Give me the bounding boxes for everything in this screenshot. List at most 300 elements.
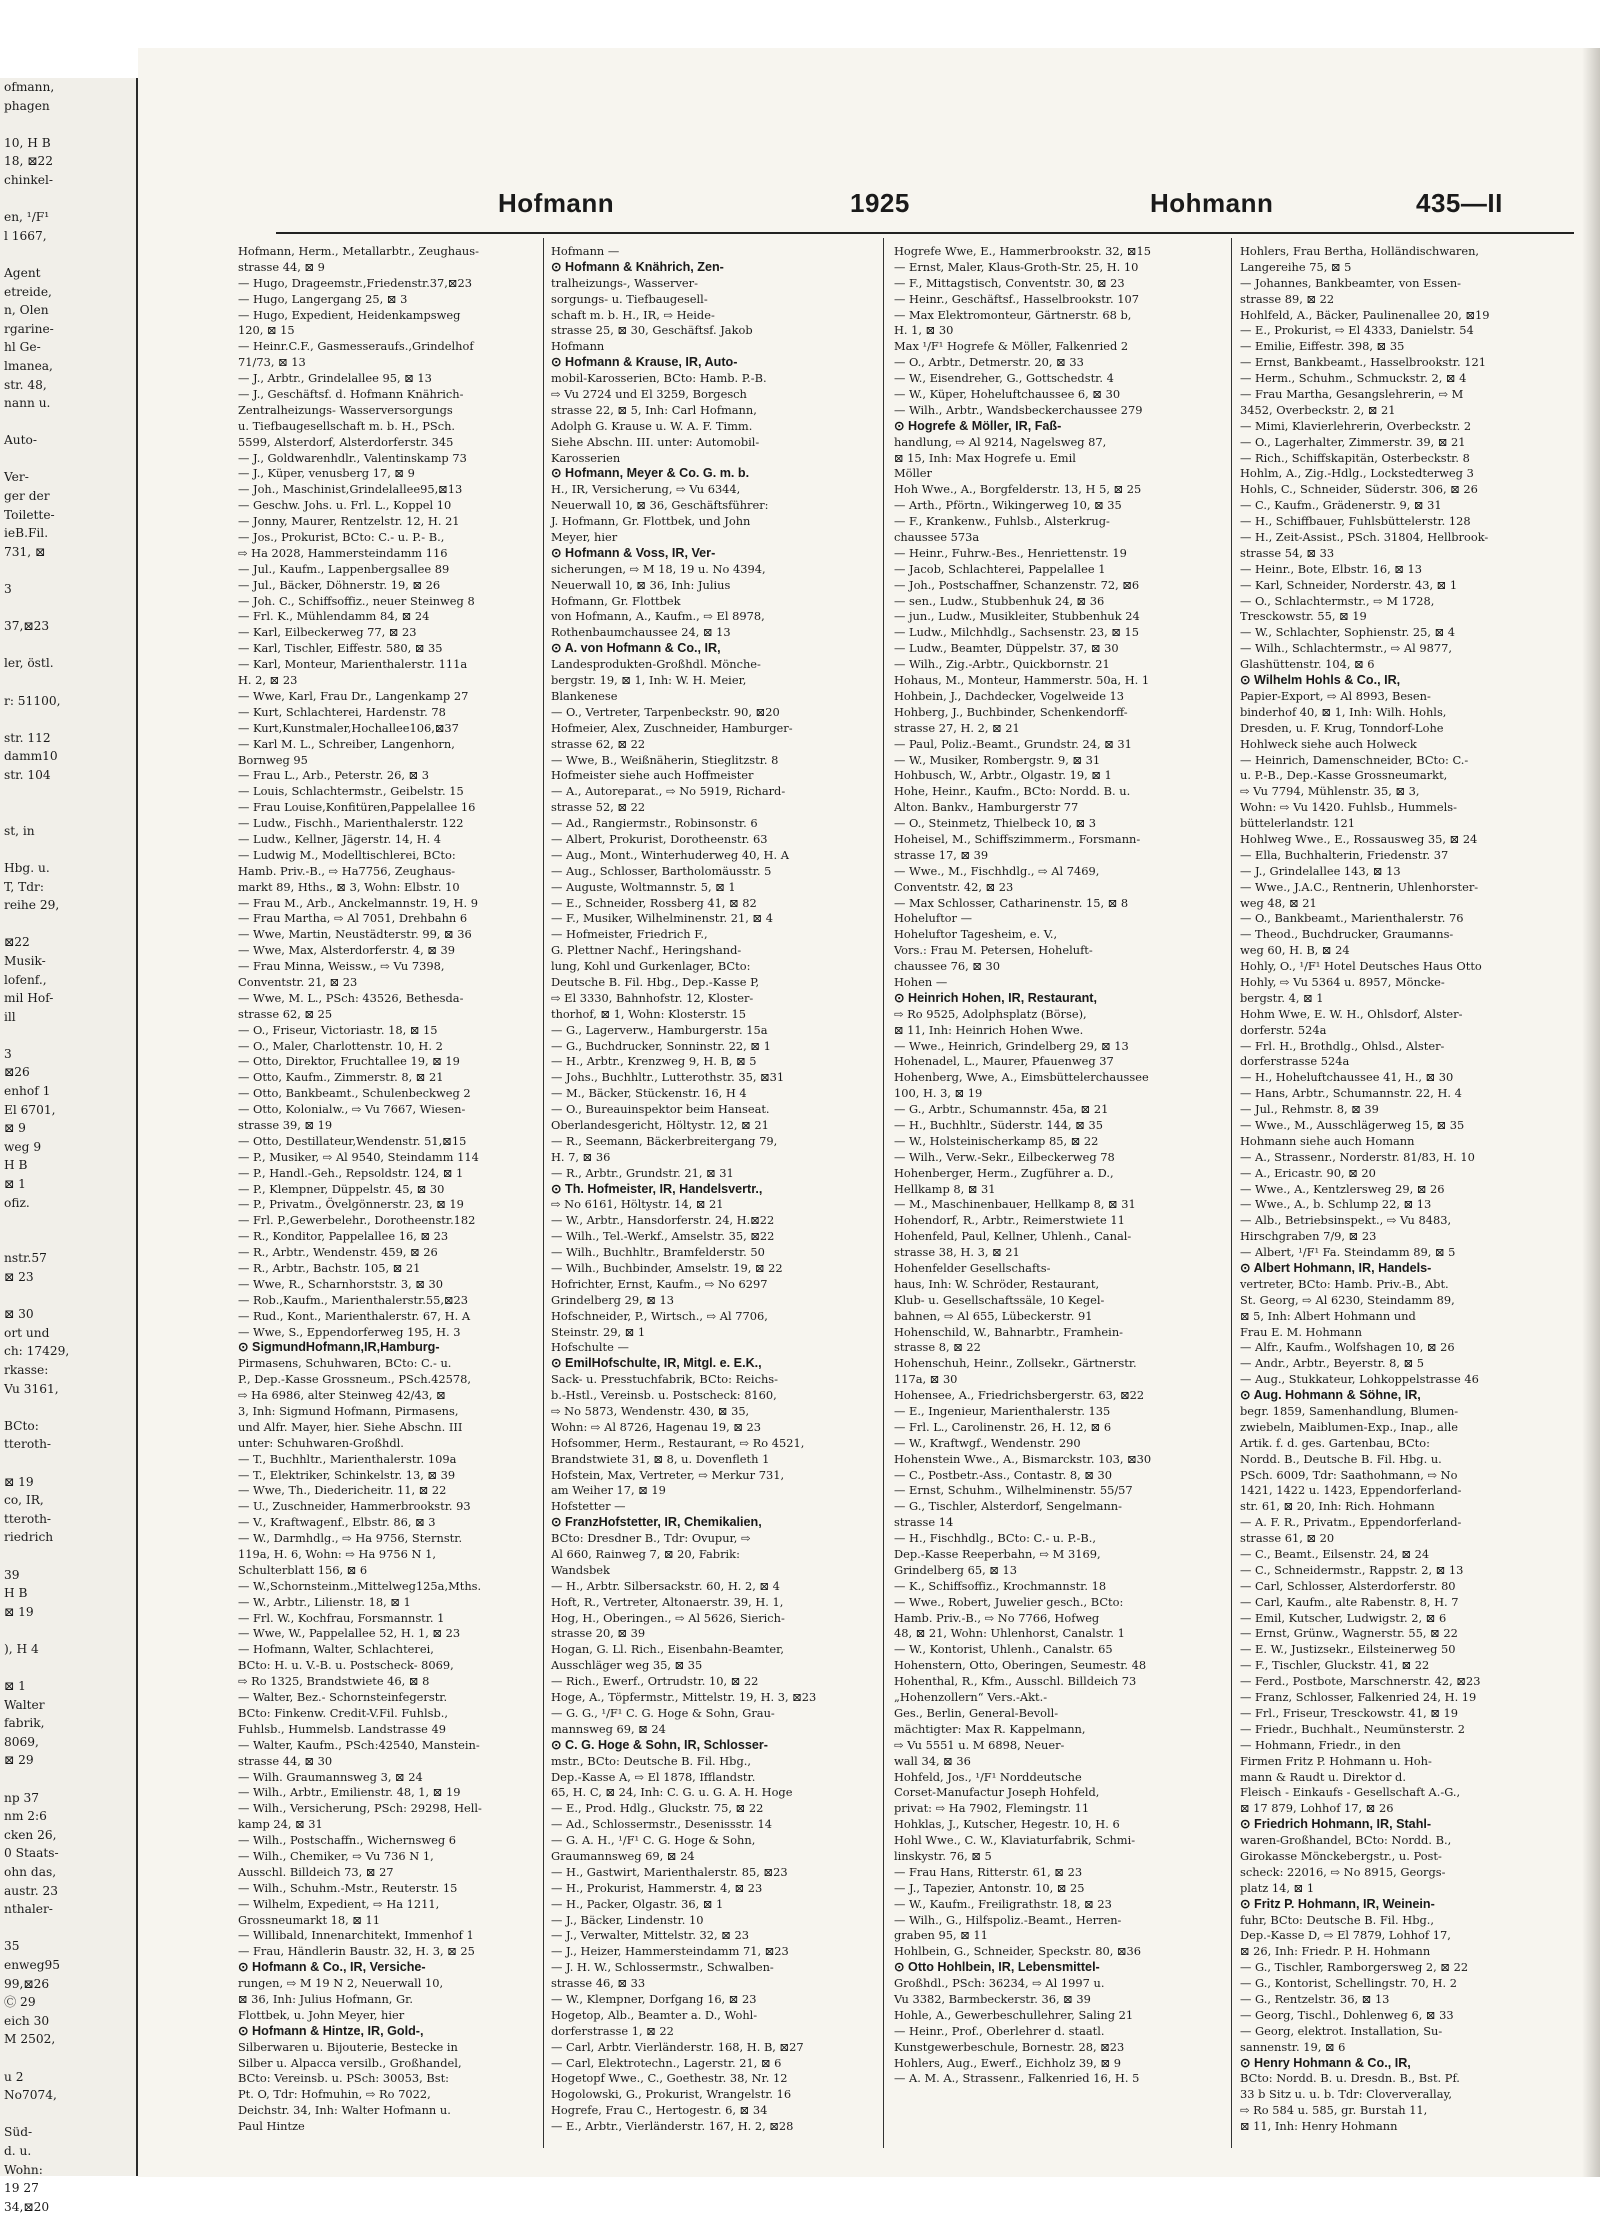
directory-entry-line: Hamb. Priv.-B., ⇨ Ha7756, Zeughaus- (238, 863, 456, 878)
directory-entry-line: Dep.-Kasse Reeperbahn, ⇨ M 3169, (894, 1547, 1101, 1562)
strip-fragment: ofiz. (4, 1195, 30, 1210)
directory-entry-line: — sen., Ludw., Stubbenhuk 24, ⊠ 36 (894, 593, 1105, 608)
directory-entry-line: Vors.: Frau M. Petersen, Hoheluft- (894, 943, 1093, 958)
directory-entry-line: BCto: Vereinsb. u. PSch: 30053, Bst: (238, 2071, 449, 2086)
directory-entry-line: Grossneumarkt 18, ⊠ 11 (238, 1912, 381, 1927)
directory-entry-line: sicherungen, ⇨ M 18, 19 u. No 4394, (551, 561, 766, 576)
directory-entry-line: ⇨ Vu 7794, Mühlenstr. 35, ⊠ 3, (1240, 784, 1420, 799)
directory-entry-line: — Emil, Kutscher, Ludwigstr. 2, ⊠ 6 (1240, 1610, 1447, 1625)
strip-fragment: rkasse: (4, 1362, 49, 1377)
directory-entry-line: — Carl, Schlosser, Alsterdorferstr. 80 (1240, 1578, 1456, 1593)
directory-entry-line: ⊙ Hogrefe & Möller, IR, Faß- (894, 418, 1062, 433)
directory-entry-line: ⊙ Hofmann, Meyer & Co. G. m. b. (551, 466, 750, 481)
directory-entry-line: — Carl, Elektrotechn., Lagerstr. 21, ⊠ 6 (551, 2055, 782, 2070)
directory-entry-line: — H., Hoheluftchaussee 41, H., ⊠ 30 (1240, 1070, 1454, 1085)
directory-entry-line: — Rich., Ewerf., Ortrudstr. 10, ⊠ 22 (551, 1674, 759, 1689)
directory-entry-line: Fleisch - Einkaufs - Gesellschaft A.-G., (1240, 1785, 1461, 1800)
directory-entry-line: — E., Schneider, Rossberg 41, ⊠ 82 (551, 895, 757, 910)
directory-entry-line: Brandstwiete 31, ⊠ 8, u. Dovenfleth 1 (551, 1451, 770, 1466)
directory-entry-line: strasse 89, ⊠ 22 (1240, 291, 1335, 306)
directory-entry-line: — H., Buchhltr., Süderstr. 144, ⊠ 35 (894, 1117, 1103, 1132)
strip-fragment: nthaler- (4, 1902, 53, 1917)
directory-entry-line: — Ferd., Postbote, Marschnerstr. 42, ⊠23 (1240, 1674, 1481, 1689)
directory-entry-line: — Walter, Kaufm., PSch:42540, Manstein- (238, 1737, 480, 1752)
strip-fragment (0, 636, 136, 655)
directory-entry-line: — Frau, Händlerin Baustr. 32, H. 3, ⊠ 25 (238, 1944, 475, 1959)
directory-entry-line: — O., Schlachtermstr., ⇨ M 1728, (1240, 593, 1435, 608)
strip-fragment: mil Hof- (4, 991, 54, 1006)
directory-entry-line: — Joh., Maschinist,Grindelallee95,⊠13 (238, 482, 463, 497)
directory-entry-line: — Joh. C., Schiffsoffiz., neuer Steinweg 8 (238, 593, 475, 608)
directory-entry-line: Fuhlsb., Hummelsb. Landstrasse 49 (238, 1721, 447, 1736)
directory-entry-line: ⇨ Vu 2724 und El 3259, Borgesch (551, 387, 747, 402)
directory-entry-line: — G., Tischler, Alsterdorf, Sengelmann- (894, 1499, 1122, 1514)
strip-fragment: El 6701, (4, 1102, 56, 1117)
strip-fragment: ⊠22 (4, 935, 30, 950)
strip-fragment (0, 1621, 136, 1640)
directory-entry-line: — W., Küper, Hoheluftchaussee 6, ⊠ 30 (894, 387, 1121, 402)
header-rule (276, 232, 1574, 234)
directory-entry-line: strasse 44, ⊠ 30 (238, 1753, 333, 1768)
strip-fragment: l 1667, (4, 228, 47, 243)
directory-entry-line: ⊙ Hofmann & Co., IR, Versiche- (238, 1960, 426, 1975)
strip-fragment: ⊠26 (4, 1065, 30, 1080)
directory-entry-line: — W., Klempner, Dorfgang 16, ⊠ 23 (551, 1991, 757, 2006)
previous-page-strip (0, 78, 138, 2214)
directory-entry-line: Oberlandesgericht, Höltystr. 12, ⊠ 21 (551, 1117, 769, 1132)
strip-fragment: np 37 (4, 1790, 40, 1805)
directory-entry-line: — G., Tischler, Ramborgersweg 2, ⊠ 22 (1240, 1960, 1469, 1975)
directory-entry-line: Hofstein, Max, Vertreter, ⇨ Merkur 731, (551, 1467, 785, 1482)
directory-entry-line: chaussee 573a (894, 530, 980, 545)
strip-fragment: Ver- (4, 470, 29, 485)
directory-entry-line: — Carl, Arbtr. Vierländerstr. 168, H. B, ⊠27 (551, 2039, 804, 2054)
directory-entry-line: — H., Arbtr. Silbersackstr. 60, H. 2, ⊠ 4 (551, 1578, 780, 1593)
directory-entry-line: — A., Strassenr., Norderstr. 81/83, H. 10 (1240, 1149, 1475, 1164)
strip-fragment: Hbg. u. (4, 860, 50, 875)
directory-entry-line: tralheizungs-, Wasserver- (551, 275, 698, 290)
directory-entry-line: Hohenschild, W., Bahnarbtr., Framhein- (894, 1324, 1124, 1339)
directory-entry-line: — Heinr., Prof., Oberlehrer d. staatl. (894, 2023, 1105, 2038)
directory-entry-line: Kunstgewerbeschule, Bornestr. 28, ⊠23 (894, 2039, 1125, 2054)
directory-entry-line: Flottbek, u. John Meyer, hier (238, 2007, 405, 2022)
directory-entry-line: lung, Kohl und Gurkenlager, BCto: (551, 959, 751, 974)
directory-entry-line: — Hohmann, Friedr., in den (1240, 1737, 1401, 1752)
directory-entry-line: — O., Bureauinspektor beim Hanseat. (551, 1102, 770, 1117)
strip-fragment (0, 599, 136, 618)
directory-entry-line: — Frau Hans, Ritterstr. 61, ⊠ 23 (894, 1864, 1083, 1879)
directory-entry-line: — Rob.,Kaufm., Marienthalerstr.55,⊠23 (238, 1292, 469, 1307)
directory-entry-line: Hohenadel, L., Maurer, Pfauenweg 37 (894, 1054, 1114, 1069)
directory-entry-line: — A. M. A., Strassenr., Falkenried 16, H. 5 (894, 2071, 1140, 2086)
directory-entry-line: ⇨ Ro 9525, Adolphsplatz (Börse), (894, 1006, 1087, 1021)
page-number: 435—II (1416, 188, 1503, 218)
directory-entry-line: — T., Elektriker, Schinkelstr. 13, ⊠ 39 (238, 1467, 456, 1482)
directory-entry-line: Hogan, G. Ll. Rich., Eisenbahn-Beamter, (551, 1642, 784, 1657)
directory-entry-line: — J., Bäcker, Lindenstr. 10 (551, 1912, 704, 1927)
strip-fragment: Vu 3161, (4, 1381, 59, 1396)
directory-entry-line: — Ella, Buchhalterin, Friedenstr. 37 (1240, 847, 1449, 862)
strip-fragment: ⊠ 1 (4, 1679, 26, 1694)
directory-entry-line: Hofschulte — (551, 1340, 629, 1355)
directory-entry-line: — Franz, Schlosser, Falkenried 24, H. 19 (1240, 1690, 1477, 1705)
directory-entry-line: — G., Kontorist, Schellingstr. 70, H. 2 (1240, 1976, 1457, 1991)
directory-entry-line: von Hofmann, A., Kaufm., ⇨ El 8978, (551, 609, 765, 624)
directory-entry-line: strasse 46, ⊠ 33 (551, 1976, 646, 1991)
strip-fragment: co, IR, (4, 1493, 44, 1508)
strip-fragment: Walter (4, 1697, 45, 1712)
directory-entry-line: Hohlers, Aug., Ewerf., Eichholz 39, ⊠ 9 (894, 2055, 1121, 2070)
directory-entry-line: — Hugo, Expedient, Heidenkampsweg (238, 307, 461, 322)
directory-entry-line: — Georg, Tischl., Dohlenweg 6, ⊠ 33 (1240, 2007, 1454, 2022)
directory-entry-line: — Wwe, Martin, Neustädterstr. 99, ⊠ 36 (238, 927, 472, 942)
strip-fragment: str. 112 (4, 730, 51, 745)
strip-fragment: enhof 1 (4, 1084, 51, 1099)
directory-entry-line: 33 b Sitz u. u. b. Tdr: Cloververallay, (1240, 2087, 1453, 2102)
directory-entry-line: — Andr., Arbtr., Beyerstr. 8, ⊠ 5 (1240, 1356, 1425, 1371)
directory-entry-line: Hellkamp 8, ⊠ 31 (894, 1181, 996, 1196)
directory-entry-line: — Alfr., Kaufm., Wolfshagen 10, ⊠ 26 (1240, 1340, 1455, 1355)
directory-entry-line: handlung, ⇨ Al 9214, Nagelsweg 87, (894, 434, 1107, 449)
directory-entry-line: str. 61, ⊠ 20, Inh: Rich. Hohmann (1240, 1499, 1435, 1514)
directory-entry-line: Conventstr. 21, ⊠ 23 (238, 974, 358, 989)
directory-entry-line: ⇨ Ha 2028, Hammersteindamm 116 (238, 545, 448, 560)
directory-entry-line: 117a, ⊠ 30 (894, 1372, 958, 1387)
directory-entry-line: 100, H. 3, ⊠ 19 (894, 1086, 983, 1101)
header-year: 1925 (850, 188, 910, 218)
directory-entry-line: — Wilh., Verw.-Sekr., Eilbeckerweg 78 (894, 1149, 1115, 1164)
strip-fragment: ler, östl. (4, 656, 54, 671)
directory-entry-line: — W., Holsteinischerkamp 85, ⊠ 22 (894, 1133, 1099, 1148)
directory-entry-line: — Wilh., G., Hilfspoliz.-Beamt., Herren- (894, 1912, 1122, 1927)
strip-fragment: reihe 29, (4, 898, 60, 913)
directory-entry-line: ⊙ FranzHofstetter, IR, Chemikalien, (551, 1515, 762, 1530)
directory-column-1 (238, 244, 532, 2144)
strip-fragment: 10, H B (4, 135, 51, 150)
directory-entry-line: — Hugo, Drageemstr.,Friedenstr.37,⊠23 (238, 275, 472, 290)
directory-entry-line: strasse 39, ⊠ 19 (238, 1117, 333, 1132)
directory-entry-line: — Alb., Betriebsinspekt., ⇨ Vu 8483, (1240, 1213, 1452, 1228)
directory-entry-line: — Wwe., Robert, Juwelier gesch., BCto: (894, 1594, 1124, 1609)
directory-entry-line: Hofmann (551, 339, 605, 354)
directory-entry-line: Hohenberg, Wwe, A., Eimsbüttelerchaussee (894, 1070, 1149, 1085)
directory-entry-line: Tresckowstr. 55, ⊠ 19 (1240, 609, 1367, 624)
directory-entry-line: — Wilhelm, Expedient, ⇨ Ha 1211, (238, 1896, 440, 1911)
strip-fragment: 8069, (4, 1734, 39, 1749)
directory-entry-line: zwiebeln, Maiblumen-Exp., Inap., alle (1240, 1419, 1458, 1434)
strip-fragment (0, 915, 136, 934)
directory-entry-line: — Wwe, W., Pappelallee 52, H. 1, ⊠ 23 (238, 1626, 461, 1641)
directory-entry-line: — J., Grindelallee 143, ⊠ 13 (1240, 863, 1401, 878)
directory-entry-line: — W., Kontorist, Uhlenh., Canalstr. 65 (894, 1642, 1113, 1657)
directory-entry-line: — E., Prod. Hdlg., Gluckstr. 75, ⊠ 22 (551, 1801, 764, 1816)
strip-fragment: n, Olen (4, 303, 49, 318)
directory-entry-line: — Ludw., Kellner, Jägerstr. 14, H. 4 (238, 831, 442, 846)
directory-entry-line: Hohenfelder Gesellschafts- (894, 1261, 1051, 1275)
directory-entry-line: — Auguste, Woltmannstr. 5, ⊠ 1 (551, 879, 736, 894)
directory-entry-line: Deichstr. 34, Inh: Walter Hofmann u. (238, 2103, 451, 2118)
directory-entry-line: ⇨ Ha 6986, alter Steinweg 42/43, ⊠ (238, 1388, 446, 1403)
directory-entry-line: — Wwe, B., Weißnäherin, Stieglitzstr. 8 (551, 752, 779, 767)
directory-entry-line: Wohn: ⇨ Al 8726, Hagenau 19, ⊠ 23 (551, 1419, 762, 1434)
directory-entry-line: — Ludw., Milchhdlg., Sachsenstr. 23, ⊠ 15 (894, 625, 1140, 640)
directory-entry-line: — Max Elektromonteur, Gärtnerstr. 68 b, (894, 307, 1132, 322)
directory-entry-line: ⊠ 17 879, Lohhof 17, ⊠ 26 (1240, 1801, 1394, 1816)
directory-entry-line: Sack- u. Presstuchfabrik, BCto: Reichs- (551, 1372, 778, 1387)
directory-entry-line: — W., Eisendreher, G., Gottschedstr. 4 (894, 371, 1114, 386)
directory-entry-line: markt 89, Hths., ⊠ 3, Wohn: Elbstr. 10 (238, 879, 460, 894)
directory-entry-line: H., IR, Versicherung, ⇨ Vu 6344, (551, 482, 741, 497)
strip-fragment: lofenf., (4, 972, 47, 987)
directory-entry-line: und Alfr. Mayer, hier. Siehe Abschn. III (238, 1419, 463, 1434)
directory-entry-line: — Rud., Kont., Marienthalerstr. 67, H. A (238, 1308, 471, 1323)
strip-fragment: T, Tdr: (4, 879, 44, 894)
directory-entry-line: — Frau L., Arb., Peterstr. 26, ⊠ 3 (238, 768, 430, 783)
directory-entry-line: — J., Verwalter, Mittelstr. 32, ⊠ 23 (551, 1928, 749, 1943)
strip-fragment: rgarine- (4, 321, 54, 336)
directory-entry-line: ⇨ Ro 1325, Brandstwiete 46, ⊠ 8 (238, 1674, 430, 1689)
directory-entry-line: ⊠ 5, Inh: Albert Hohmann und (1240, 1308, 1416, 1323)
directory-entry-line: strasse 62, ⊠ 22 (551, 736, 646, 751)
directory-entry-line: Hofsommer, Herm., Restaurant, ⇨ Ro 4521, (551, 1435, 805, 1450)
directory-entry-line: — Wilh., Chemiker, ⇨ Vu 736 N 1, (238, 1848, 434, 1863)
directory-entry-line: — Hofmann, Walter, Schlachterei, (238, 1642, 434, 1657)
directory-entry-line: — Wwe., A., b. Schlump 22, ⊠ 13 (1240, 1197, 1432, 1212)
strip-fragment (0, 1231, 136, 1250)
directory-entry-line: — C., Schneidermstr., Rappstr. 2, ⊠ 13 (1240, 1562, 1464, 1577)
directory-entry-line: — Wwe., J.A.C., Rentnerin, Uhlenhorster- (1240, 879, 1479, 894)
directory-entry-line: fuhr, BCto: Deutsche B. Fil. Hbg., (1240, 1912, 1435, 1927)
directory-entry-line: — Karl, Tischler, Eiffestr. 580, ⊠ 35 (238, 641, 443, 656)
directory-entry-line: — Walter, Bez.- Schornsteinfegerstr. (238, 1690, 448, 1705)
directory-entry-line: Hogolowski, G., Prokurist, Wrangelstr. 16 (551, 2087, 792, 2102)
directory-entry-line: ⊙ Aug. Hohmann & Söhne, IR, (1240, 1388, 1421, 1403)
directory-entry-line: — R., Konditor, Pappelallee 16, ⊠ 23 (238, 1229, 449, 1244)
directory-entry-line: BCto: Dresdner B., Tdr: Ovupur, ⇨ (551, 1531, 751, 1546)
directory-entry-line: Hofmann, Gr. Flottbek (551, 593, 681, 608)
directory-entry-line: Silber u. Alpacca versilb., Großhandel, (238, 2055, 462, 2070)
directory-entry-line: privat: ⇨ Ha 7902, Flemingstr. 11 (894, 1801, 1090, 1816)
directory-entry-line: — K., Schiffsoffiz., Krochmannstr. 18 (894, 1578, 1107, 1593)
directory-entry-line: Neuerwall 10, ⊠ 36, Inh: Julius (551, 577, 731, 592)
directory-entry-line: Hohklas, J., Kutscher, Hegestr. 10, H. 6 (894, 1817, 1120, 1832)
directory-entry-line: Hohenfeld, Paul, Kellner, Uhlenh., Canal- (894, 1229, 1132, 1244)
directory-entry-line: — P., Privatm., Övelgönnerstr. 23, ⊠ 19 (238, 1197, 464, 1212)
directory-entry-line: — F., Krankenw., Fuhlsb., Alsterkrug- (894, 514, 1110, 529)
directory-entry-line: Klub- u. Gesellschaftssäle, 10 Kegel- (894, 1292, 1105, 1307)
directory-entry-line: bergstr. 19, ⊠ 1, Inh: W. H. Meier, (551, 673, 747, 688)
directory-entry-line: — Paul, Poliz.-Beamt., Grundstr. 24, ⊠ 31 (894, 736, 1132, 751)
strip-fragment: Ⓒ 29 (4, 1995, 36, 2010)
directory-entry-line: — Frau Minna, Weissw., ⇨ Vu 7398, (238, 959, 445, 974)
directory-entry-line: Hohlweck siehe auch Holweck (1240, 736, 1417, 751)
strip-fragment: tteroth- (4, 1437, 52, 1452)
directory-entry-line: Conventstr. 42, ⊠ 23 (894, 879, 1014, 894)
strip-fragment (0, 245, 136, 264)
strip-fragment: nann u. (4, 396, 51, 411)
page-edge-shadow (1582, 48, 1600, 2177)
directory-entry-line: ⊙ Hofmann & Hintze, IR, Gold-, (238, 2023, 424, 2038)
directory-entry-line: — Wwe., A., Kentzlersweg 29, ⊠ 26 (1240, 1181, 1445, 1196)
directory-entry-line: u. Tiefbaugesellschaft m. b. H., PSch. (238, 418, 456, 433)
directory-entry-line: H. 2, ⊠ 23 (238, 673, 298, 688)
directory-entry-line: — Wwe, Th., Diedericheitr. 11, ⊠ 22 (238, 1483, 447, 1498)
directory-entry-line: — Albert, ¹/F¹ Fa. Steindamm 89, ⊠ 5 (1240, 1245, 1456, 1260)
directory-entry-line: Paul Hintze (238, 2119, 305, 2134)
strip-fragment (0, 1026, 136, 1045)
directory-entry-line: — T., Buchhltr., Marienthalerstr. 109a (238, 1451, 457, 1466)
directory-entry-line: Pirmasens, Schuhwaren, BCto: C.- u. (238, 1356, 452, 1371)
strip-fragment: BCto: (4, 1418, 39, 1433)
directory-entry-line: — Jul., Bäcker, Döhnerstr. 19, ⊠ 26 (238, 577, 441, 592)
directory-entry-line: — J. H. W., Schlossermstr., Schwalben- (551, 1960, 774, 1975)
directory-entry-line: — Albert, Prokurist, Dorotheenstr. 63 (551, 831, 768, 846)
directory-entry-line: Al 660, Rainweg 7, ⊠ 20, Fabrik: (551, 1547, 740, 1562)
directory-entry-line: Hohl Wwe., C. W., Klaviaturfabrik, Schmi- (894, 1833, 1136, 1848)
directory-entry-line: — C., Beamt., Eilsenstr. 24, ⊠ 24 (1240, 1547, 1430, 1562)
directory-entry-line: — J., Tapezier, Antonstr. 10, ⊠ 25 (894, 1880, 1085, 1895)
strip-fragment: nm 2:6 (4, 1809, 47, 1824)
directory-entry-line: Hohensee, A., Friedrichsbergerstr. 63, ⊠22 (894, 1388, 1145, 1403)
strip-fragment: ⊠ 19 (4, 1474, 34, 1489)
strip-fragment: str. 48, (4, 377, 47, 392)
strip-fragment: ch: 17429, (4, 1344, 70, 1359)
directory-entry-line: Hohlweg Wwe., E., Rossausweg 35, ⊠ 24 (1240, 831, 1478, 846)
directory-entry-line: — R., Seemann, Bäckerbreitergang 79, (551, 1133, 778, 1148)
directory-entry-line: — R., Arbtr., Wendenstr. 459, ⊠ 26 (238, 1245, 438, 1260)
directory-entry-line: — Willibald, Innenarchitekt, Immenhof 1 (238, 1928, 474, 1943)
directory-entry-line: Hirschgraben 7/9, ⊠ 23 (1240, 1229, 1377, 1244)
directory-entry-line: Hoge, A., Töpfermstr., Mittelstr. 19, H. 3, ⊠23 (551, 1690, 817, 1705)
directory-entry-line: Hohenstein Wwe., A., Bismarckstr. 103, ⊠30 (894, 1451, 1152, 1466)
directory-entry-line: — J., Goldwarenhdlr., Valentinskamp 73 (238, 450, 467, 465)
directory-entry-line: — O., Friseur, Victoriastr. 18, ⊠ 15 (238, 1022, 438, 1037)
strip-fragment (0, 710, 136, 729)
directory-entry-line: mann & Raudt u. Direktor d. (1240, 1769, 1406, 1784)
strip-fragment: weg 9 (4, 1139, 42, 1154)
directory-entry-line: H. 7, ⊠ 36 (551, 1149, 611, 1164)
directory-entry-line: Hohendorf, R., Arbtr., Reimerstwiete 11 (894, 1213, 1125, 1228)
strip-fragment (0, 1658, 136, 1677)
directory-entry-line: Siehe Abschn. III. unter: Automobil- (551, 434, 760, 449)
directory-entry-line: Hofschneider, P., Wirtsch., ⇨ Al 7706, (551, 1308, 768, 1323)
directory-entry-line: — Aug., Schlosser, Bartholomäusstr. 5 (551, 863, 772, 878)
directory-entry-line: — Hofmeister, Friedrich F., (551, 927, 708, 942)
directory-entry-line: — Ad., Rangiermstr., Robinsonstr. 6 (551, 816, 758, 831)
directory-entry-line: — H., Arbtr., Krenzweg 9, H. B, ⊠ 5 (551, 1054, 757, 1069)
directory-entry-line: ⊙ Friedrich Hohmann, IR, Stahl- (1240, 1817, 1432, 1832)
strip-fragment (0, 785, 136, 804)
strip-fragment: chinkel- (4, 172, 54, 187)
directory-entry-line: Wohn: ⇨ Vu 1420. Fuhlsb., Hummels- (1240, 800, 1457, 815)
directory-entry-line: Hohly, O., ¹/F¹ Hotel Deutsches Haus Otto (1240, 959, 1482, 974)
directory-entry-line: Hohlm, A., Zig.-Hdlg., Lockstedterweg 3 (1240, 466, 1474, 481)
directory-entry-line: BCto: Nordd. B. u. Dresdn. B., Bst. Pf. (1240, 2071, 1460, 2086)
directory-entry-line: Hoh Wwe., A., Borgfelderstr. 13, H 5, ⊠ 25 (894, 482, 1142, 497)
directory-entry-line: — H., Fischhdlg., BCto: C.- u. P.-B., (894, 1531, 1096, 1546)
directory-entry-line: — W., Kraftwgf., Wendenstr. 290 (894, 1435, 1081, 1450)
directory-entry-line: Hohlfeld, A., Bäcker, Paulinenallee 20, ⊠19 (1240, 307, 1490, 322)
directory-entry-line: — O., Steinmetz, Thielbeck 10, ⊠ 3 (894, 816, 1097, 831)
directory-entry-line: 5599, Alsterdorf, Alsterdorferstr. 345 (238, 434, 454, 449)
directory-entry-line: — Frau M., Arb., Anckelmannstr. 19, H. 9 (238, 895, 478, 910)
directory-entry-line: Hohaus, M., Monteur, Hammerstr. 50a, H. 1 (894, 673, 1150, 688)
directory-entry-line: — W.,Schornsteinm.,Mittelweg125a,Mths. (238, 1578, 482, 1593)
directory-entry-line: — H., Gastwirt, Marienthalerstr. 85, ⊠23 (551, 1864, 788, 1879)
directory-column-2 (551, 244, 870, 2144)
column-divider (543, 238, 544, 2148)
directory-entry-line: ⇨ No 6161, Höltystr. 14, ⊠ 21 (551, 1197, 724, 1212)
strip-fragment: st, in (4, 823, 35, 838)
strip-fragment: ofmann, (4, 80, 55, 94)
directory-entry-line: — E. W., Justizsekr., Eilsteinerweg 50 (1240, 1642, 1456, 1657)
directory-entry-line: Blankenese (551, 688, 618, 703)
directory-entry-line: J. Hofmann, Gr. Flottbek, und John (551, 514, 751, 529)
strip-fragment: riedrich (4, 1530, 54, 1545)
directory-entry-line: 120, ⊠ 15 (238, 323, 295, 338)
directory-entry-line: Alton. Bankv., Hamburgerstr 77 (894, 800, 1079, 815)
directory-entry-line: Hohbein, J., Dachdecker, Vogelweide 13 (894, 688, 1125, 703)
directory-entry-line: — Wilh., Versicherung, PSch: 29298, Hell- (238, 1801, 482, 1816)
directory-entry-line: strasse 62, ⊠ 25 (238, 1006, 333, 1021)
strip-fragment (0, 1212, 136, 1231)
directory-entry-line: strasse 27, H. 2, ⊠ 21 (894, 720, 1020, 735)
directory-entry-line: ⊙ A. von Hofmann & Co., IR, (551, 641, 721, 656)
directory-column-3 (894, 244, 1218, 2144)
directory-entry-line: graben 95, ⊠ 11 (894, 1928, 988, 1943)
strip-fragment: Wohn: (4, 2162, 43, 2177)
directory-entry-line: binderhof 40, ⊠ 1, Inh: Wilh. Hohls, (1240, 704, 1447, 719)
strip-fragment: lmanea, (4, 358, 53, 373)
directory-entry-line: Langereihe 75, ⊠ 5 (1240, 259, 1352, 274)
directory-entry-line: — Joh., Postschaffner, Schanzenstr. 72, ⊠6 (894, 577, 1140, 592)
directory-entry-line: — Otto, Kolonialw., ⇨ Vu 7667, Wiesen- (238, 1102, 466, 1117)
directory-entry-line: schaft m. b. H., IR, ⇨ Heide- (551, 307, 715, 322)
strip-fragment (0, 803, 136, 822)
directory-entry-line: Hofmeier, Alex, Zuschneider, Hamburger- (551, 720, 793, 735)
directory-entry-line: sorgungs- u. Tiefbaugesell- (551, 291, 708, 306)
directory-entry-line: — Ernst, Maler, Klaus-Groth-Str. 25, H. 10 (894, 259, 1139, 274)
directory-entry-line: Hohm Wwe, E. W. H., Ohlsdorf, Alster- (1240, 1006, 1463, 1021)
directory-entry-line: Hamb. Priv.-B., ⇨ No 7766, Hofweg (894, 1610, 1100, 1625)
directory-entry-line: Hohenschuh, Heinr., Zollsekr., Gärtnerstr. (894, 1356, 1137, 1371)
strip-fragment: 0 Staats- (4, 1846, 59, 1861)
directory-entry-line: Girokasse Mönckebergstr., u. Post- (1240, 1848, 1442, 1863)
directory-entry-line: Hogrefe, Frau C., Hertogestr. 6, ⊠ 34 (551, 2103, 768, 2118)
strip-fragment: phagen (4, 98, 50, 113)
directory-entry-line: — Wilh., Schuhm.-Mstr., Reuterstr. 15 (238, 1880, 458, 1895)
directory-entry-line: Dresden, u. F. Krug, Tonndorf-Lohe (1240, 720, 1444, 735)
directory-entry-line: — O., Vertreter, Tarpenbeckstr. 90, ⊠20 (551, 704, 780, 719)
directory-entry-line: — P., Klempner, Düppelstr. 45, ⊠ 30 (238, 1181, 445, 1196)
directory-entry-line: weg 60, H. B, ⊠ 24 (1240, 943, 1350, 958)
strip-fragment: 37,⊠23 (4, 619, 50, 634)
directory-entry-line: — Heinr., Bote, Elbstr. 16, ⊠ 13 (1240, 561, 1423, 576)
directory-entry-line: — Ludwig M., Modelltischlerei, BCto: (238, 847, 456, 862)
directory-entry-line: — G., Arbtr., Schumannstr. 45a, ⊠ 21 (894, 1102, 1109, 1117)
directory-entry-line: Steinstr. 29, ⊠ 1 (551, 1324, 646, 1339)
directory-entry-line: — H., Schiffbauer, Fuhlsbüttelerstr. 128 (1240, 514, 1471, 529)
directory-entry-line: Hohe, Heinr., Kaufm., BCto: Nordd. B. u. (894, 784, 1131, 799)
directory-entry-line: — Wwe, Karl, Frau Dr., Langenkamp 27 (238, 688, 469, 703)
strip-fragment: ort und (4, 1325, 50, 1340)
directory-entry-line: Wandsbek (551, 1562, 610, 1577)
directory-entry-line: — G., Buchdrucker, Sonninstr. 22, ⊠ 1 (551, 1038, 771, 1053)
directory-entry-line: — Frl. H., Brothdlg., Ohlsd., Alster- (1240, 1038, 1445, 1053)
directory-entry-line: Corset-Manufactur Joseph Hohfeld, (894, 1785, 1100, 1800)
directory-entry-line: strasse 20, ⊠ 39 (551, 1626, 646, 1641)
directory-entry-line: — Carl, Kaufm., alte Rabenstr. 8, H. 7 (1240, 1594, 1459, 1609)
